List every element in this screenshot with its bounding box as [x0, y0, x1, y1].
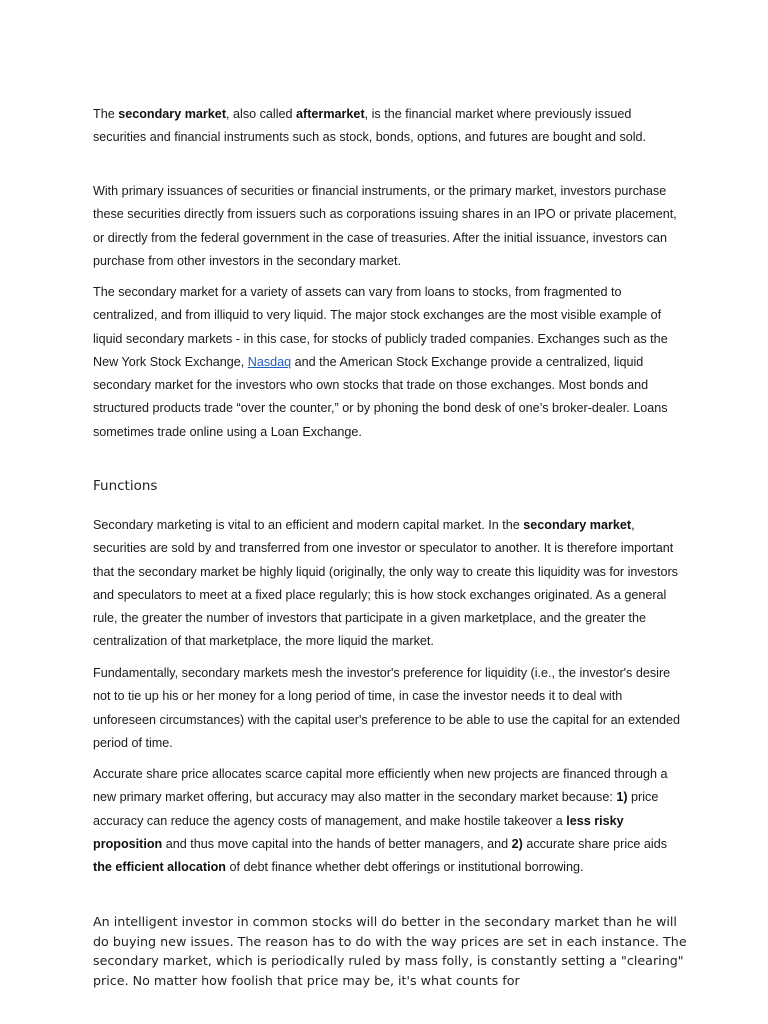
paragraph-intelligent-investor: [93, 912, 693, 990]
text: and thus move capital into the hands of better managers, and: [162, 836, 512, 851]
text: price accuracy can reduce the agency costs of management, and make hostile takeover a: [93, 790, 659, 828]
paragraph-primary-issuance: [93, 180, 685, 273]
bold-number-2: 2): [511, 836, 523, 851]
paragraph-liquidity: [93, 662, 685, 755]
text: and the American Stock Exchange provide a centralized, liquid secondary market for the investors who own stocks that trade on those exchanges. Most bonds and structured products trade “over the counter,” or by phoning the bond desk of one’s broker-dealer. Loans sometimes trade online using a Loan Exchange.: [93, 354, 668, 439]
bold-term-efficient-allocation: the efficient allocation: [93, 860, 226, 875]
text: of debt finance whether debt offerings or institutional borrowing.: [225, 860, 584, 875]
bold-number-1: 1): [616, 790, 628, 805]
paragraph-functions: [93, 514, 685, 654]
paragraph-share-price: [93, 763, 685, 879]
bold-term-less-risky: less risky proposition: [93, 813, 624, 851]
text: An intelligent investor in common stocks will do better in the secondary market than he will do buying new issues. The reason has to do with the way prices are set in each instance. The secondary market, which is periodically ruled by mass folly, is constantly setting a "clearing" price. No matter how foolish that price may be, it's what counts for: [93, 914, 687, 988]
text: Accurate share price allocates scarce capital more efficiently when new projects are financed through a new primary market offering, but accuracy may also matter in the secondary market because:: [93, 767, 668, 805]
nasdaq-link[interactable]: Nasdaq: [247, 354, 292, 369]
text: , also called: [226, 107, 297, 121]
functions-heading: Functions: [93, 478, 158, 494]
bold-term-secondary-market: secondary market: [118, 107, 227, 121]
text: , securities are sold by and transferred from one investor or speculator to another. It is therefore important that the secondary market be highly liquid (originally, the only way to create this liquidity was for investors and speculators to meet at a fixed place regularly; this is how stock exchanges originated. As a general rule, the greater the number of investors that participate in a given marketplace, and the greater the centralization of that marketplace, the more liquid the market.: [93, 518, 678, 649]
paragraph-definition: [93, 103, 685, 150]
text: The secondary market for a variety of assets can vary from loans to stocks, from fragmented to centralized, and from illiquid to very liquid. The major stock exchanges are the most visible example of liquid secondary markets - in this case, for stocks of publicly traded companies. Exchanges such as the New York Stock Exchange,: [93, 285, 668, 369]
text: Secondary marketing is vital to an efficient and modern capital market. In the: [93, 518, 524, 532]
text: With primary issuances of securities or financial instruments, or the primary market, investors purchase these securities directly from issuers such as corporations issuing shares in an IPO or private placement, or directly from the federal government in the case of treasuries. After the initial issuance, investors can purchase from other investors in the secondary market.: [93, 184, 677, 268]
paragraph-asset-variety: [93, 281, 685, 444]
text: The: [93, 107, 119, 121]
bold-term-aftermarket: aftermarket: [296, 107, 365, 121]
text: Fundamentally, secondary markets mesh the investor's preference for liquidity (i.e., the investor's desire not to tie up his or her money for a long period of time, in case the investor needs it to deal with unforeseen circumstances) with the capital user's preference to be able to use the capital for an extended period of time.: [93, 666, 680, 750]
bold-term-secondary-market: secondary market: [523, 518, 632, 532]
text: accurate share price aids: [522, 836, 668, 851]
text: , is the financial market where previously issued securities and financial instruments such as stock, bonds, options, and futures are bought and sold.: [93, 107, 647, 145]
